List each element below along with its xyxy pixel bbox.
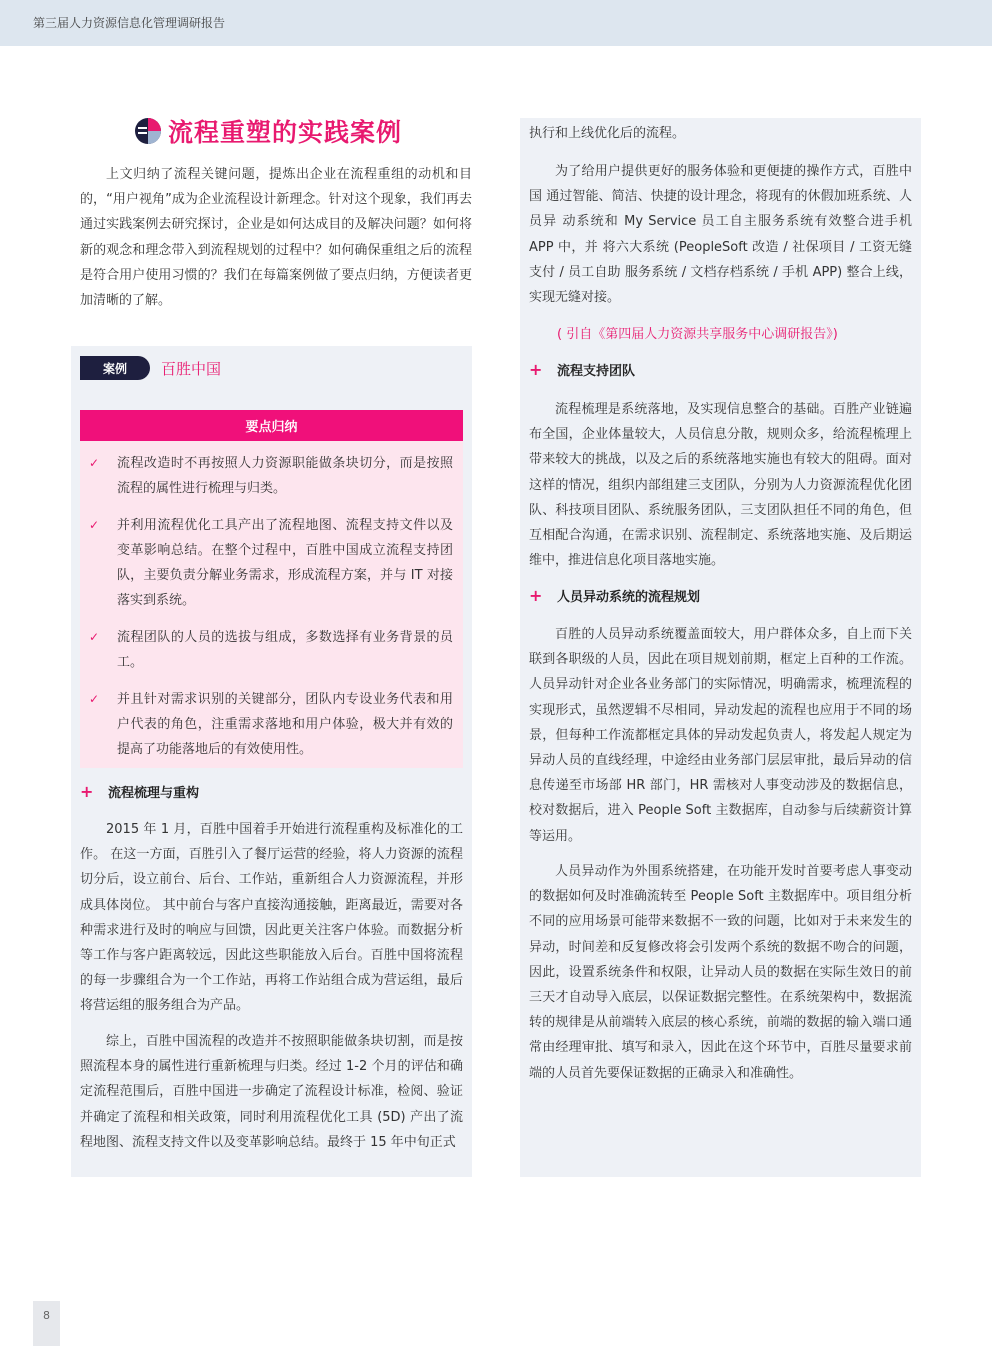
key-points-box	[80, 410, 463, 768]
key-point-item	[80, 625, 463, 675]
check-icon: ✓	[89, 456, 100, 470]
check-icon: ✓	[89, 692, 100, 706]
key-point-item	[80, 513, 463, 613]
key-points-heading: 要点归纳	[80, 410, 463, 441]
continued-paragraph: 执行和上线优化后的流程。	[529, 126, 686, 141]
section1-paragraph-2: 综上，百胜中国流程的改造并不按照职能做条块切割，而是按照流程本身的属性进行重新梳理与归类。经过 1-2 个月的评估和确定流程范围后，百胜中国进一步确定了流程设计标准，检阅、验证并确定了流程和相关政策，同时利用流程优化工具 (5D) 产出了流程地图、流程支持文件以及变革影响总结。最终于 15 年中旬正式	[80, 1034, 463, 1150]
check-icon: ✓	[89, 630, 100, 644]
section-heading-transfer-system	[529, 586, 700, 605]
intro-paragraph: 上文归纳了流程关键问题，提炼出企业在流程重组的动机和目的，“用户视角”成为企业流程设计新理念。针对这个现象，我们再去通过实践案例去研究探讨，企业是如何达成目的及解决问题？如何将新的观念和理念带入到流程规划的过程中？如何确保重组之后的流程是符合用户使用习惯的？我们在每篇案例做了要点归纳，方便读者更加清晰的了解。	[80, 167, 472, 309]
page-header	[0, 0, 992, 46]
key-point-text: 流程改造时不再按照人力资源职能做条块切分，而是按照流程的属性进行梳理与归类。	[117, 456, 453, 496]
case-label	[80, 356, 221, 380]
section3-paragraph-1: 百胜的人员异动系统覆盖面较大，用户群体众多，自上而下关联到各职级的人员，因此在项目规划前期，框定上百种的工作流。人员异动针对企业各业务部门的实际情况，明确需求，梳理流程的实现形式，虽然逻辑不尽相同，异动发起的流程也应用于不同的场景，但每种工作流都框定具体的异动发起负责人，将发起人规定为异动人员的直线经理，中途经由业务部门层层审批，最后异动的信息传递至市场部 HR 部门，HR 需核对人事变动涉及的数据信息，校对数据后，进入 People Soft 主数据库，自动参与后续薪资计算等运用。	[529, 627, 912, 844]
plus-icon: +	[529, 586, 543, 605]
section3-paragraph-2: 人员异动作为外围系统搭建，在功能开发时首要考虑人事变动的数据如何及时准确流转至 People Soft 主数据库中。项目组分析不同的应用场景可能带来数据不一致的问题，比如对于未来发生的异动，时间差和反复修改将会引发两个系统的数据不吻合的问题，因此，设置系统条件和权限，让异动人员的数据在实际生效日的前三天才自动导入底层，以保证数据完整性。在系统架构中，数据流转的规律是从前端转入底层的核心系统，前端的数据的输入端口通常由经理审批、填写和录入，因此在这个环节中，百胜尽量要求前端的人员首先要保证数据的正确录入和准确性。	[529, 864, 912, 1081]
citation-note: ( 引自《第四届人力资源共享服务中心调研报告》)	[557, 327, 838, 342]
case-company-name: 百胜中国	[161, 359, 222, 378]
page-title: 流程重塑的实践案例	[168, 118, 403, 147]
key-point-text: 并利用流程优化工具产出了流程地图、流程支持文件以及变革影响总结。在整个过程中，百胜中国成立流程支持团队，主要负责分解业务需求，形成流程方案，并与 IT 对接落实到系统。	[117, 518, 453, 608]
page-number: 8	[43, 1309, 50, 1322]
key-point-text: 流程团队的人员的选拔与组成，多数选择有业务背景的员工。	[117, 630, 453, 670]
section-heading-support-team	[529, 360, 635, 379]
check-icon: ✓	[89, 518, 100, 532]
key-point-item	[80, 687, 463, 762]
plus-icon: +	[529, 360, 543, 379]
report-title: 第三届人力资源信息化管理调研报告	[33, 16, 226, 30]
key-point-item	[80, 451, 463, 501]
section-heading-text: 流程支持团队	[557, 364, 636, 379]
case-tag: 案例	[80, 356, 150, 380]
app-integration-paragraph: 为了给用户提供更好的服务体验和更便捷的操作方式，百胜中国 通过智能、简洁、快捷的设计理念，将现有的休假加班系统、人员异 动系统和 My Service 员工自主服务系统有效整合进手机 APP 中，并 将六大系统 (PeopleSoft 改造 / 社保项目 / 工资无缝支付 / 员工自助 服务系统 / 文档存档系统 / 手机 APP) 整合上线，实现无缝对接。	[529, 164, 912, 306]
section-title	[134, 113, 402, 149]
key-point-text: 并且针对需求识别的关键部分，团队内专设业务代表和用户代表的角色，注重需求落地和用户体验，极大并有效的提高了功能落地后的有效使用性。	[117, 692, 453, 757]
page-number-tab	[33, 1301, 60, 1346]
section2-paragraph: 流程梳理是系统落地，及实现信息整合的基础。百胜产业链遍布全国，企业体量较大，人员信息分散，规则众多，给流程梳理上带来较大的挑战，以及之后的系统落地实施也有较大的阻碍。面对这样的情况，组织内部组建三支团队，分别为人力资源流程优化团队、科技项目团队、系统服务团队，三支团队担任不同的角色，但互相配合沟通，在需求识别、流程制定、系统落地实施、及后期运维中，推进信息化项目落地实施。	[529, 402, 912, 569]
section-heading-text: 流程梳理与重构	[108, 786, 200, 801]
section-heading-text: 人员异动系统的流程规划	[557, 590, 701, 605]
section1-paragraph-1: 2015 年 1 月，百胜中国着手开始进行流程重构及标准化的工作。 在这一方面，百胜引入了餐厅运营的经验，将人力资源的流程切分后，设立前台、后台、工作站，重新组合人力资源流程，并形成具体岗位。 其中前台与客户直接沟通接触，距离最近，需要对各种需求进行及时的响应与回馈，因此更关注客户体验。而数据分析等工作与客户距离较远，因此这些职能放入后台。百胜中国将流程的每一步骤组合为一个工作站，再将工作站组合成为营运组，最后将营运组的服务组合为产品。	[80, 822, 463, 1014]
plus-icon: +	[80, 782, 94, 801]
section-heading-process-restructure	[80, 782, 199, 801]
section-pie-icon	[134, 117, 162, 145]
